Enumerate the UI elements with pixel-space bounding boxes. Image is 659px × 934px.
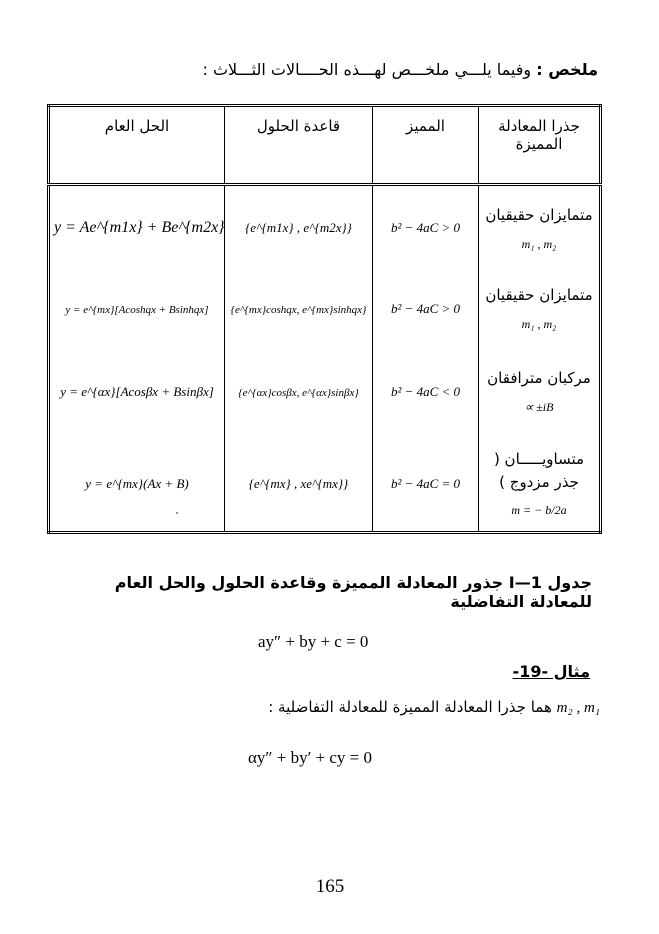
discriminant-cell [373, 347, 479, 437]
roots-description: متمايزان حقيقيان [485, 206, 593, 224]
roots-cell [479, 437, 601, 533]
discriminant: b² − 4aC > 0 [390, 220, 461, 236]
general-solution: y = e^{mx}[Acoshqx + Bsinhqx] [65, 303, 209, 316]
solution-basis: {e^{αx}cosβx, e^{αx}sinβx} [238, 386, 359, 399]
table-caption: جدول I—1 جذور المعادلة المميزة وقاعدة الحلول والحل العام للمعادلة التفاضلية [114, 573, 592, 611]
example-label: مثال -19- [512, 662, 590, 681]
general-solution: y = Ae^{m1x} + Be^{m2x} [54, 219, 225, 237]
page-number: 165 [315, 876, 345, 897]
equation-differential: αy″ + by′ + cy = 0 [248, 748, 373, 767]
roots-cell [479, 347, 601, 437]
header-general-solution: الحل العام [49, 106, 225, 185]
scan-speck [176, 512, 178, 514]
roots-description: متمايزان حقيقيان [485, 286, 593, 305]
table-header-row [49, 106, 601, 185]
example-text: هما جذرا المعادلة المميزة للمعادلة التفاضلية : [268, 698, 552, 716]
basis-cell [225, 347, 373, 437]
roots-symbols: m = − b/2a [511, 503, 567, 518]
roots-cell [479, 271, 601, 347]
roots-cell [479, 185, 601, 271]
roots-description: متساويـــــان ( جذر مزدوج ) [493, 450, 585, 491]
equation-characteristic: ay″ + by + c = 0 [258, 632, 369, 651]
general-solution-cell [49, 185, 225, 271]
discriminant-cell [373, 271, 479, 347]
general-solution-cell [49, 271, 225, 347]
table-row [49, 271, 601, 347]
general-solution-cell [49, 347, 225, 437]
header-roots: جذرا المعادلة المميزة [479, 106, 601, 185]
basis-cell [225, 437, 373, 533]
discriminant-cell [373, 185, 479, 271]
general-solution: y = e^{mx}(Ax + B) [85, 475, 189, 491]
general-solution-cell [49, 437, 225, 533]
table-row [49, 437, 601, 533]
roots-symbols: m₁ , m₂ [521, 236, 557, 251]
summary-line [200, 60, 598, 79]
header-discriminant: المميز [373, 106, 479, 185]
discriminant-cell [373, 437, 479, 533]
discriminant: b² − 4aC = 0 [390, 475, 461, 491]
solution-basis: {e^{mx} , xe^{mx}} [248, 475, 349, 491]
solution-basis: {e^{m1x} , e^{m2x}} [245, 220, 352, 236]
roots-symbols: ∝ ±iB [524, 399, 554, 414]
discriminant: b² − 4aC > 0 [390, 300, 461, 316]
solution-basis: {e^{mx}coshqx, e^{mx}sinhqx} [230, 303, 367, 316]
discriminant: b² − 4aC < 0 [390, 383, 461, 399]
solutions-table [47, 104, 602, 534]
roots-symbols: m₁ , m₂ [521, 316, 557, 331]
summary-text: وفيما يلـــي ملخـــص لهـــذه الحــــالات الثـــلاث : [202, 60, 532, 79]
basis-cell [225, 185, 373, 271]
basis-cell [225, 271, 373, 347]
roots-description: مركبان مترافقان [487, 369, 591, 388]
table-row [49, 185, 601, 271]
header-solution-basis: قاعدة الحلول [225, 106, 373, 185]
general-solution: y = e^{αx}[Acosβx + Bsinβx] [60, 383, 214, 399]
example-roots: m₂ , m₁ [556, 700, 600, 716]
summary-label: ملخص : [536, 60, 598, 79]
example-statement [150, 698, 600, 717]
table-row [49, 347, 601, 437]
